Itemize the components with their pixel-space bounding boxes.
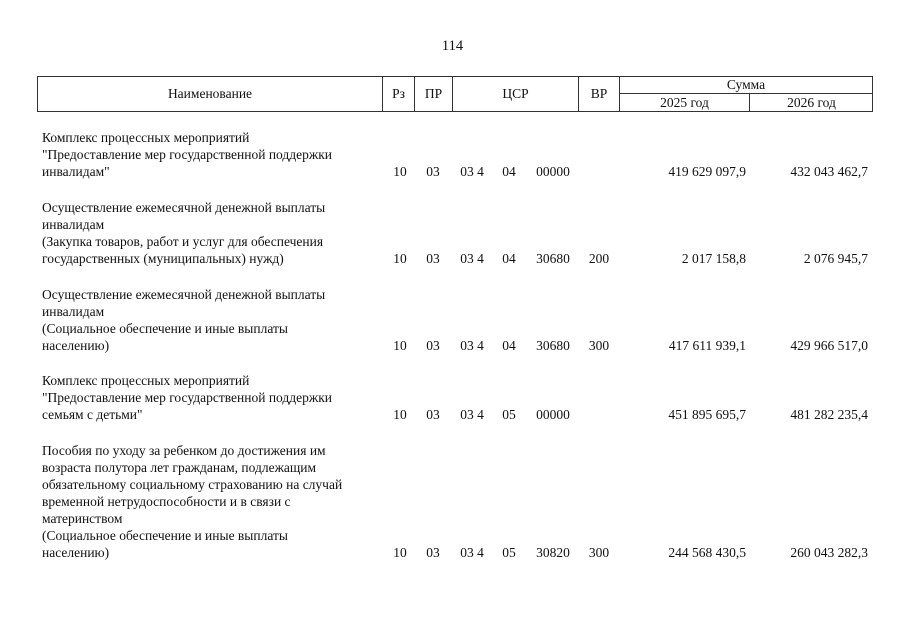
name-line: "Предоставление мер государственной поддержки (42, 147, 332, 162)
cell-csr-program: 03 4 (460, 545, 484, 560)
cell-rz: 10 (393, 338, 407, 353)
cell-pr: 03 (426, 545, 440, 560)
cell-sum-2025: 419 629 097,9 (668, 164, 746, 179)
cell-sum-2026: 432 043 462,7 (790, 164, 868, 179)
cell-pr: 03 (426, 338, 440, 353)
name-line: обязательному социальному страхованию на случай (42, 477, 343, 492)
table-header (37, 76, 873, 112)
cell-csr-program: 03 4 (460, 251, 484, 266)
name-line: инвалидам (42, 304, 105, 319)
cell-csr-direction: 30680 (536, 251, 570, 266)
cell-csr-direction: 00000 (536, 164, 570, 179)
row-name (42, 199, 387, 267)
header-sum: Сумма (619, 76, 873, 94)
header-pr: ПР (414, 76, 453, 112)
header-rz: Рз (382, 76, 415, 112)
name-line: государственных (муниципальных) нужд) (42, 251, 284, 266)
cell-csr-direction: 30820 (536, 545, 570, 560)
cell-sum-2026: 481 282 235,4 (790, 407, 868, 422)
cell-csr-complex: 04 (502, 251, 516, 266)
name-line: населению) (42, 338, 110, 353)
name-line: семьям с детьми" (42, 407, 143, 422)
cell-csr-complex: 04 (502, 164, 516, 179)
cell-rz: 10 (393, 251, 407, 266)
row-name (42, 372, 387, 423)
cell-sum-2026: 429 966 517,0 (790, 338, 868, 353)
header-year-2025: 2025 год (660, 95, 709, 110)
name-line: материнством (42, 511, 123, 526)
cell-sum-2026: 2 076 945,7 (803, 251, 868, 266)
name-line: Осуществление ежемесячной денежной выплаты (42, 200, 326, 215)
name-line: Осуществление ежемесячной денежной выплаты (42, 287, 326, 302)
cell-csr-program: 03 4 (460, 164, 484, 179)
row-name (42, 442, 387, 561)
cell-rz: 10 (393, 164, 407, 179)
cell-sum-2025: 2 017 158,8 (681, 251, 746, 266)
name-line: Комплекс процессных мероприятий (42, 373, 250, 388)
header-csr: ЦСР (452, 76, 579, 112)
cell-sum-2026: 260 043 282,3 (790, 545, 868, 560)
row-name (42, 129, 387, 180)
name-line: "Предоставление мер государственной поддержки (42, 390, 332, 405)
cell-rz: 10 (393, 407, 407, 422)
cell-pr: 03 (426, 164, 440, 179)
row-name (42, 286, 387, 354)
cell-csr-program: 03 4 (460, 407, 484, 422)
name-line: возраста полутора лет гражданам, подлежащим (42, 460, 317, 475)
cell-csr-direction: 00000 (536, 407, 570, 422)
cell-pr: 03 (426, 407, 440, 422)
name-line: (Социальное обеспечение и иные выплаты (42, 528, 288, 543)
name-line: (Закупка товаров, работ и услуг для обеспечения (42, 234, 324, 249)
cell-vr: 300 (588, 338, 610, 353)
name-line: Комплекс процессных мероприятий (42, 130, 250, 145)
name-line: временной нетрудоспособности и в связи с (42, 494, 291, 509)
cell-csr-program: 03 4 (460, 338, 484, 353)
cell-vr: 300 (588, 545, 610, 560)
header-year-2026: 2026 год (749, 94, 873, 112)
name-line: населению) (42, 545, 110, 560)
cell-pr: 03 (426, 251, 440, 266)
name-line: инвалидам (42, 217, 105, 232)
cell-csr-complex: 05 (502, 545, 516, 560)
cell-rz: 10 (393, 545, 407, 560)
cell-vr: 200 (588, 251, 610, 266)
name-line: (Социальное обеспечение и иные выплаты (42, 321, 288, 336)
cell-sum-2025: 451 895 695,7 (668, 407, 746, 422)
cell-csr-complex: 05 (502, 407, 516, 422)
header-vr: ВР (578, 76, 620, 112)
cell-sum-2025: 417 611 939,1 (668, 338, 746, 353)
cell-csr-complex: 04 (502, 338, 516, 353)
header-name: Наименование (37, 76, 383, 112)
page-number: 114 (441, 38, 464, 54)
name-line: Пособия по уходу за ребенком до достижения им (42, 443, 326, 458)
name-line: инвалидам" (42, 164, 110, 179)
cell-sum-2025: 244 568 430,5 (668, 545, 746, 560)
cell-csr-direction: 30680 (536, 338, 570, 353)
